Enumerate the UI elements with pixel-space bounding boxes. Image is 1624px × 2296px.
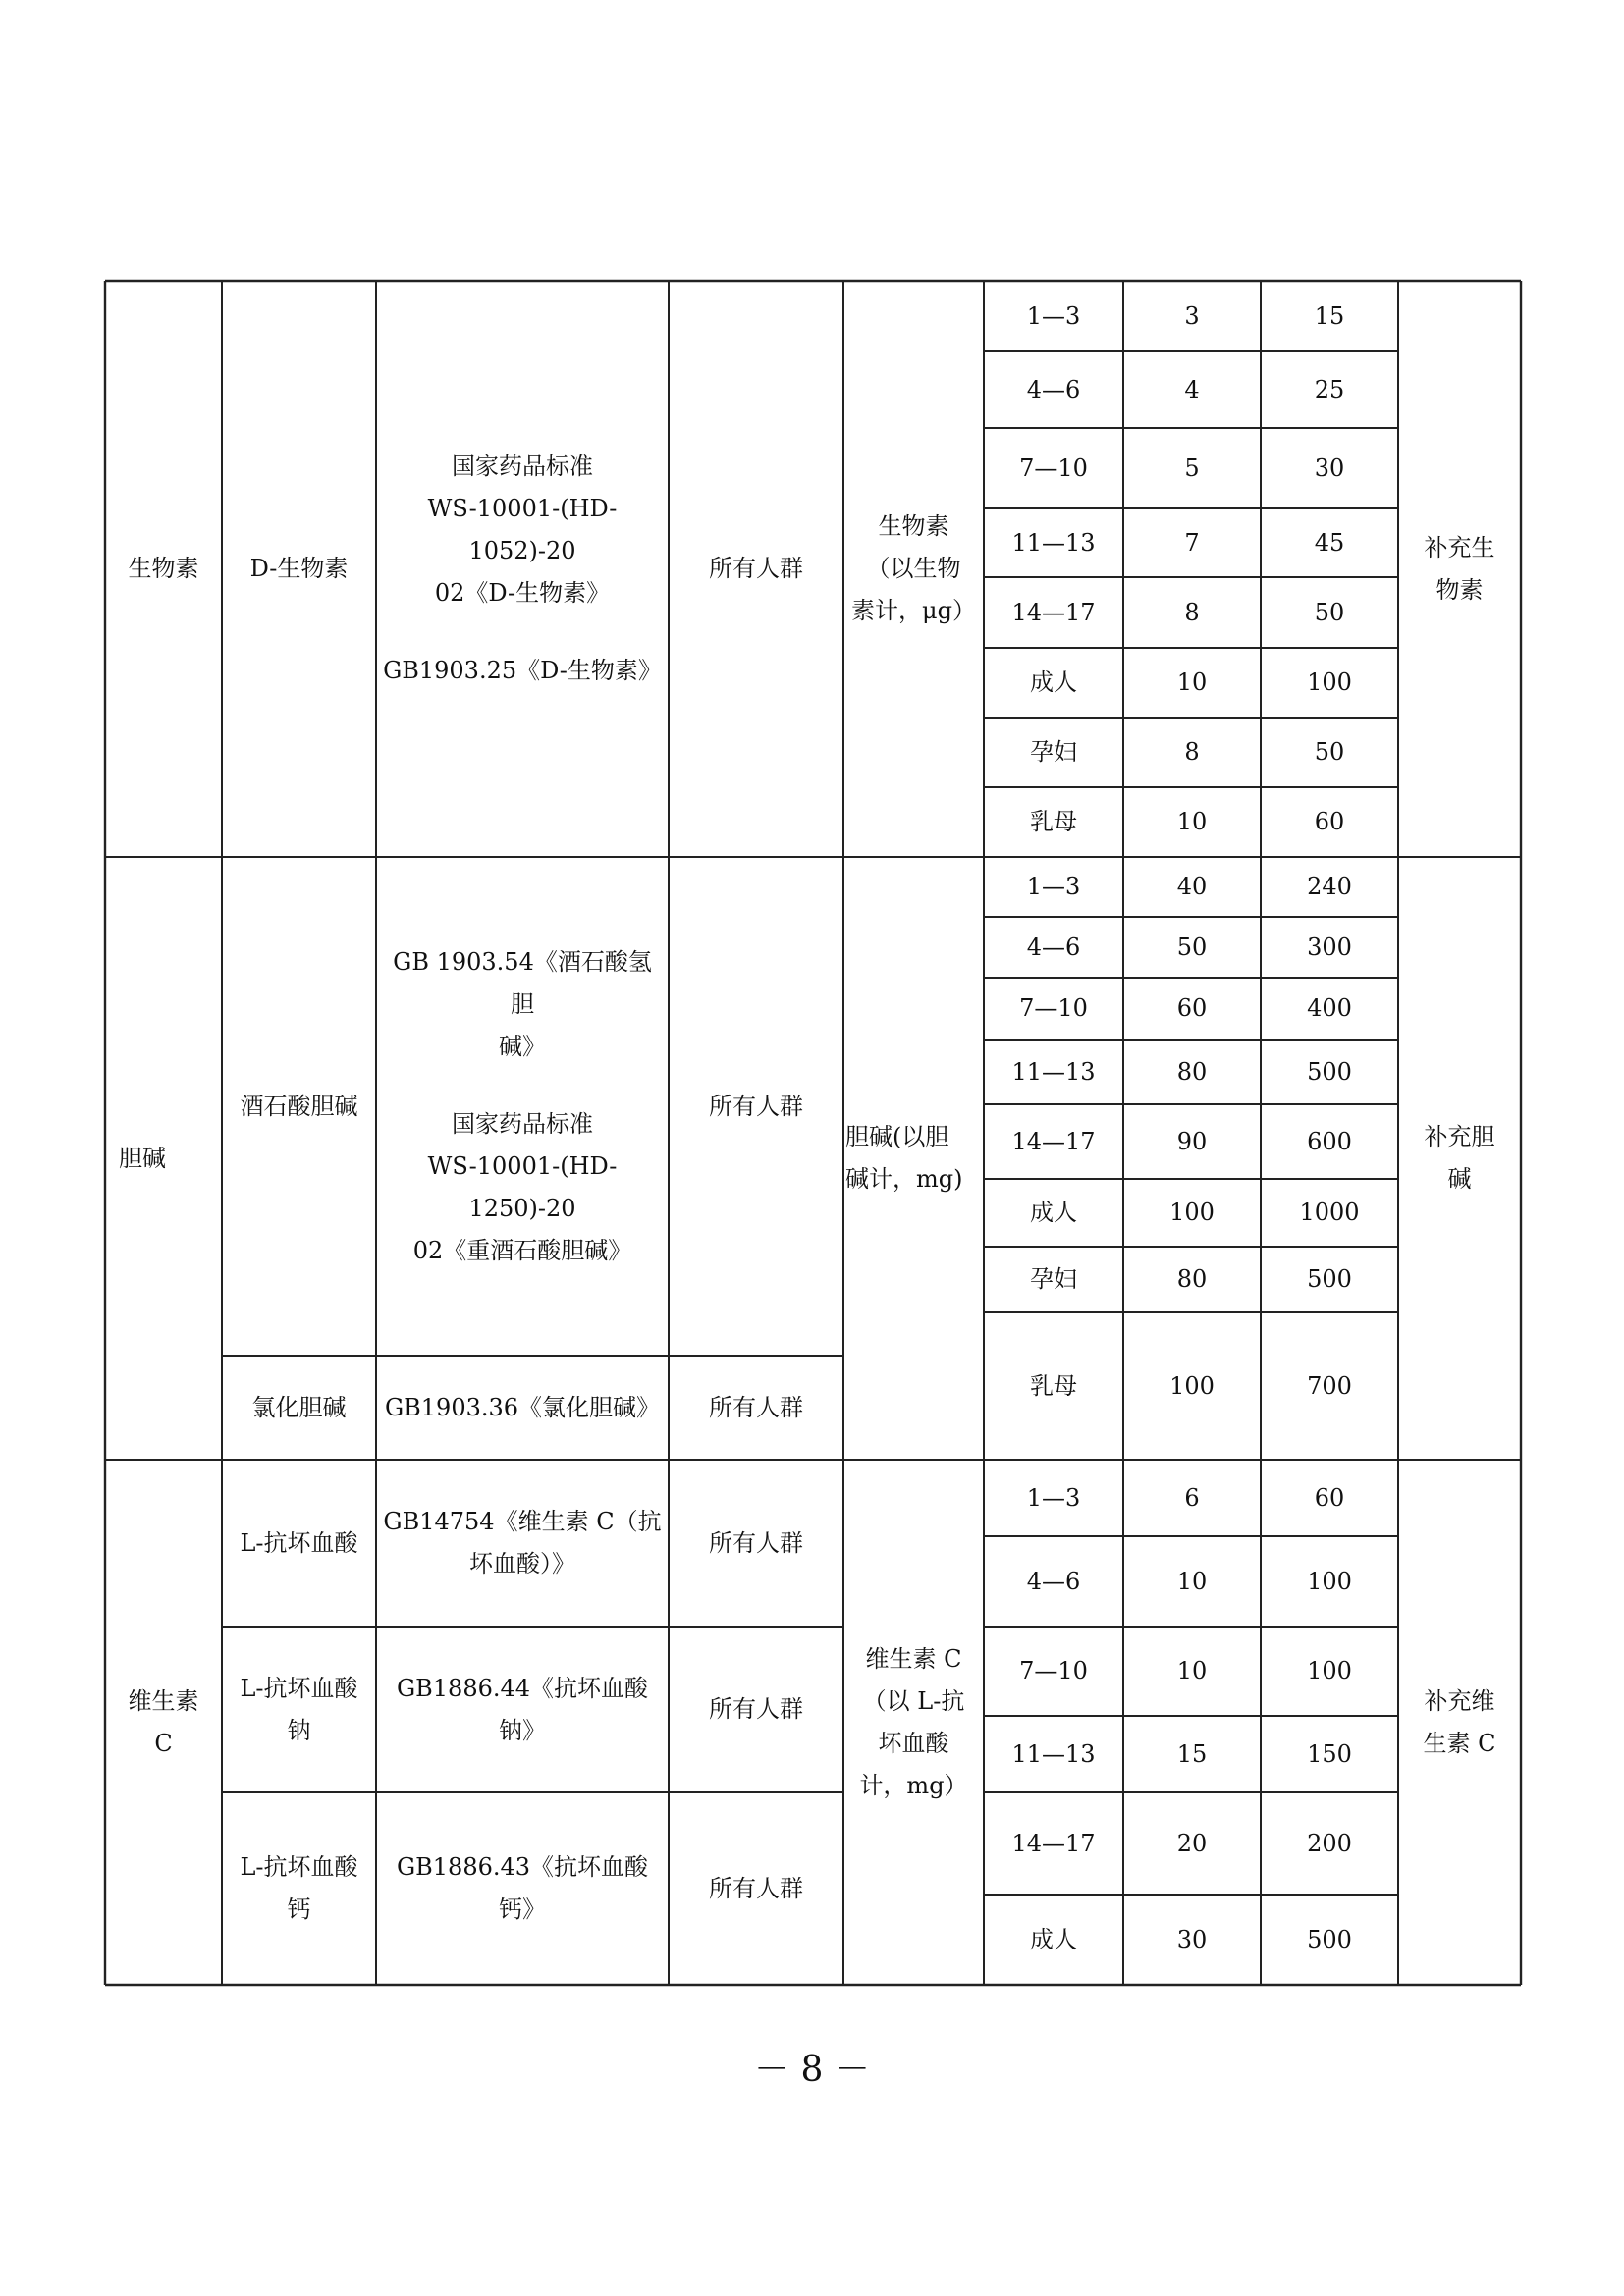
min-value: 90	[1176, 1127, 1208, 1155]
min-value: 6	[1184, 1483, 1200, 1512]
min-value: 40	[1176, 873, 1208, 900]
min-value: 20	[1176, 1829, 1208, 1857]
min-value: 8	[1184, 738, 1200, 766]
min-value: 4	[1184, 375, 1200, 403]
applicable-population: 所有人群	[709, 1393, 803, 1421]
compound-name: L-抗坏血酸	[240, 1528, 358, 1557]
compound-name: L-抗坏血酸 钠	[240, 1674, 358, 1744]
min-value: 50	[1176, 933, 1208, 961]
age-group: 孕妇	[1030, 738, 1077, 766]
nutrient-name: 维生素 C	[128, 1686, 199, 1757]
min-value: 15	[1176, 1739, 1208, 1768]
max-value: 700	[1307, 1371, 1352, 1400]
page-number: － 8 －	[754, 2050, 870, 2090]
quality-standard: GB1903.36《氯化胆碱》	[384, 1393, 661, 1421]
min-value: 10	[1176, 668, 1208, 696]
quality-standard: GB1886.44《抗坏血酸钠》	[396, 1674, 649, 1744]
max-value: 15	[1314, 301, 1345, 330]
max-value: 500	[1307, 1057, 1352, 1086]
min-value: 30	[1176, 1925, 1208, 1953]
age-group: 4—6	[1026, 933, 1081, 961]
max-value: 60	[1314, 808, 1345, 835]
min-value: 100	[1169, 1371, 1215, 1400]
applicable-population: 所有人群	[709, 1874, 803, 1902]
max-value: 500	[1307, 1265, 1352, 1293]
age-group: 14—17	[1011, 598, 1096, 626]
age-group: 乳母	[1030, 808, 1077, 835]
max-value: 500	[1307, 1925, 1352, 1953]
max-value: 50	[1314, 738, 1345, 766]
nutrient-name: 胆碱	[119, 1144, 166, 1172]
max-value: 1000	[1299, 1199, 1360, 1226]
max-value: 100	[1307, 668, 1352, 696]
max-value: 200	[1307, 1829, 1352, 1857]
quality-standard: GB1886.43《抗坏血酸钙》	[396, 1853, 649, 1923]
age-group: 成人	[1030, 1199, 1077, 1226]
min-value: 3	[1184, 301, 1200, 330]
compound-name: 氯化胆碱	[251, 1393, 347, 1421]
quality-standard: GB14754《维生素 C（抗 坏血酸）》	[383, 1508, 662, 1577]
min-value: 60	[1176, 994, 1208, 1022]
min-value: 100	[1169, 1199, 1215, 1226]
max-value: 50	[1314, 598, 1345, 626]
max-value: 240	[1307, 873, 1352, 900]
age-group: 1—3	[1026, 1483, 1081, 1512]
age-group: 成人	[1030, 668, 1077, 696]
age-group: 乳母	[1030, 1371, 1077, 1400]
max-value: 400	[1307, 994, 1352, 1022]
min-value: 10	[1176, 1567, 1208, 1595]
max-value: 300	[1307, 933, 1352, 961]
max-value: 45	[1314, 528, 1345, 557]
function-label: 补充生 物素	[1424, 533, 1495, 604]
age-group: 14—17	[1011, 1829, 1096, 1857]
min-value: 10	[1176, 1657, 1208, 1684]
compound-name: D-生物素	[249, 555, 349, 582]
applicable-population: 所有人群	[709, 555, 803, 582]
age-group: 1—3	[1026, 873, 1081, 900]
unit-label: 胆碱(以胆 碱计，mg)	[845, 1123, 963, 1193]
min-value: 5	[1184, 454, 1200, 482]
applicable-population: 所有人群	[709, 1092, 803, 1120]
age-group: 7—10	[1019, 994, 1088, 1022]
min-value: 80	[1176, 1057, 1208, 1086]
max-value: 150	[1307, 1739, 1352, 1768]
max-value: 25	[1314, 375, 1345, 403]
age-group: 14—17	[1011, 1127, 1096, 1155]
compound-name: 酒石酸胆碱	[240, 1092, 358, 1120]
age-group: 4—6	[1026, 375, 1081, 403]
quality-standard: 国家药品标准 WS-10001-(HD-1052)-20 02《D-生物素》 GB1903.25《D-生物素》	[383, 453, 662, 684]
nutrient-name: 生物素	[128, 555, 199, 582]
age-group: 11—13	[1011, 1057, 1096, 1086]
max-value: 30	[1314, 454, 1345, 482]
function-label: 补充胆 碱	[1424, 1123, 1495, 1193]
age-group: 11—13	[1011, 1739, 1096, 1768]
applicable-population: 所有人群	[709, 1528, 803, 1557]
quality-standard: GB 1903.54《酒石酸氢胆 碱》 国家药品标准 WS-10001-(HD-1250)-20 02《重酒石酸胆碱》	[393, 947, 652, 1264]
age-group: 孕妇	[1030, 1265, 1077, 1293]
min-value: 8	[1184, 598, 1200, 626]
age-group: 1—3	[1026, 301, 1081, 330]
age-group: 7—10	[1019, 454, 1088, 482]
age-group: 4—6	[1026, 1567, 1081, 1595]
compound-name: L-抗坏血酸 钙	[240, 1853, 358, 1923]
age-group: 11—13	[1011, 528, 1096, 557]
max-value: 600	[1307, 1127, 1352, 1155]
age-group: 7—10	[1019, 1657, 1088, 1684]
applicable-population: 所有人群	[709, 1695, 803, 1723]
unit-label: 维生素 C （以 L-抗 坏血酸 计，mg）	[859, 1644, 968, 1799]
min-value: 7	[1184, 528, 1200, 557]
function-label: 补充维 生素 C	[1423, 1686, 1496, 1757]
max-value: 100	[1307, 1567, 1352, 1595]
max-value: 100	[1307, 1657, 1352, 1684]
min-value: 80	[1176, 1265, 1208, 1293]
age-group: 成人	[1030, 1925, 1077, 1953]
unit-label: 生物素 （以生物 素计，μg）	[851, 512, 976, 624]
min-value: 10	[1176, 808, 1208, 835]
max-value: 60	[1314, 1483, 1345, 1512]
